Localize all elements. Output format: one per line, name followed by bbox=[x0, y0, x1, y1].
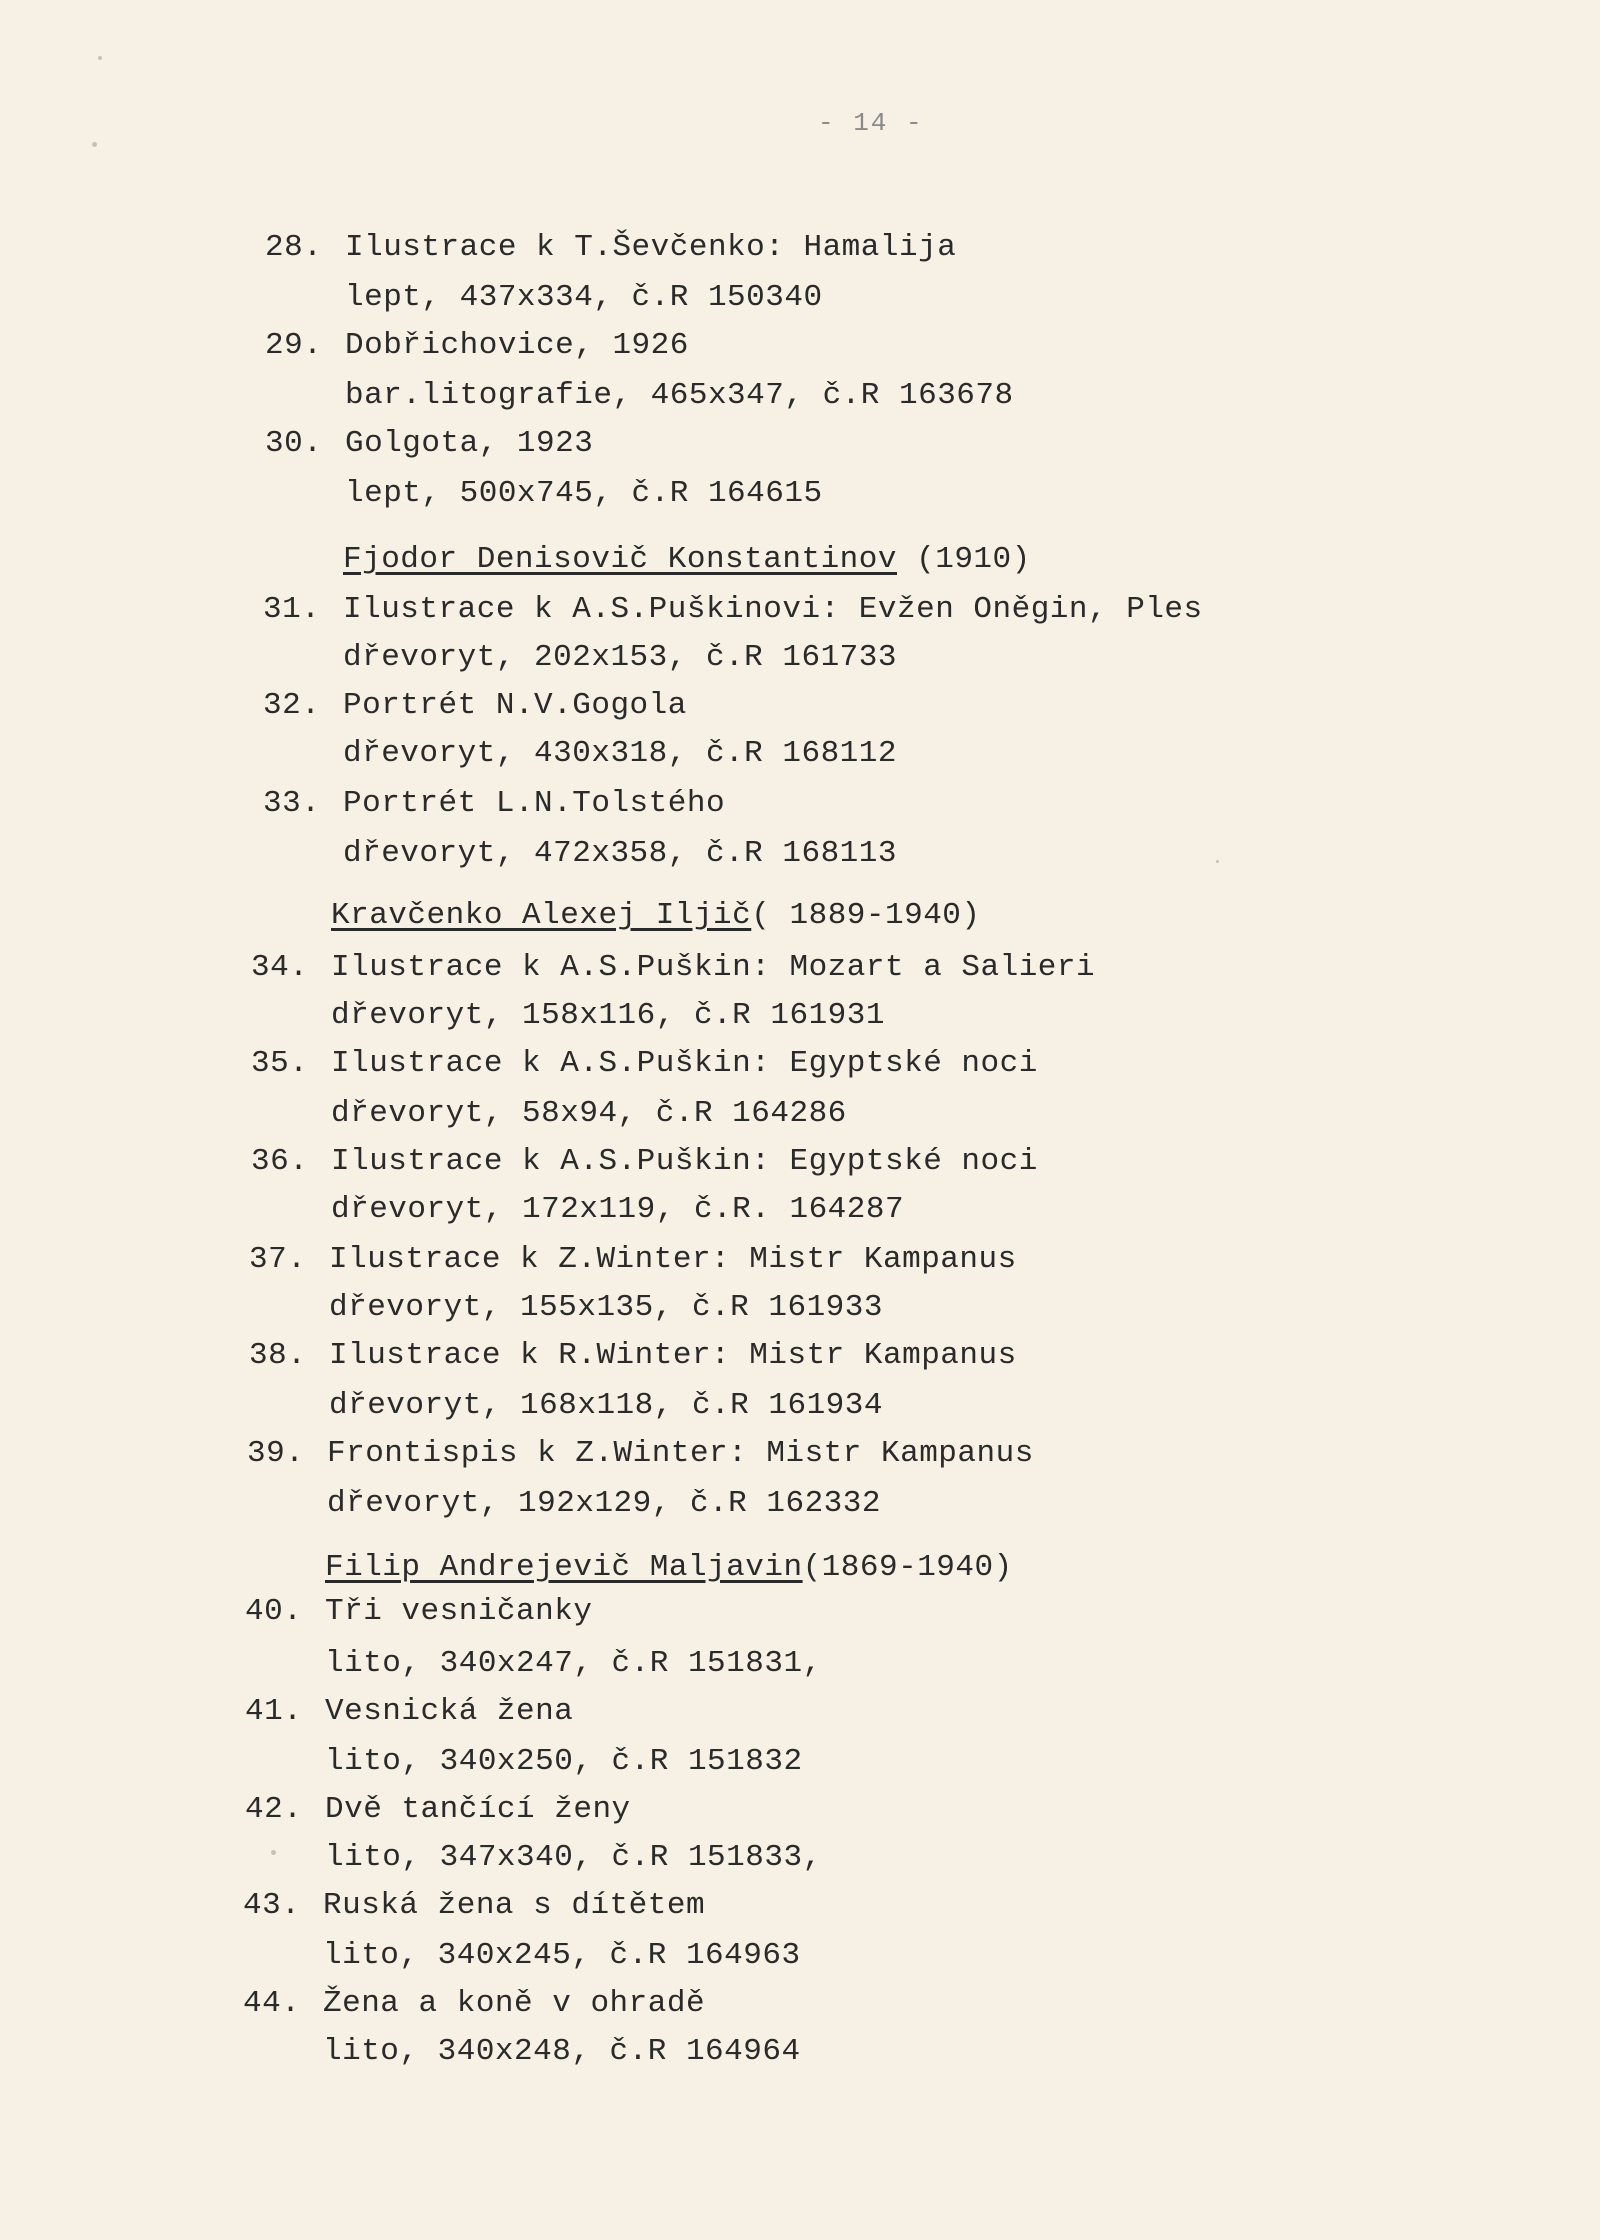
entry-31-title: 31. Ilustrace k A.S.Puškinovi: Evžen Oněgin, Ples bbox=[263, 592, 1203, 627]
entry-32-details: dřevoryt, 430x318, č.R 168112 bbox=[343, 736, 897, 771]
entry-39-title: 39. Frontispis k Z.Winter: Mistr Kampanus bbox=[247, 1436, 1034, 1471]
entry-42-title: 42. Dvě tančící ženy bbox=[245, 1792, 631, 1827]
section-heading-maljavin: Filip Andrejevič Maljavin(1869-1940) bbox=[325, 1550, 1013, 1585]
entry-36-details: dřevoryt, 172x119, č.R. 164287 bbox=[331, 1192, 905, 1227]
section-heading-kravcenko: Kravčenko Alexej Iljič( 1889-1940) bbox=[331, 898, 981, 933]
paper-speck bbox=[98, 56, 102, 60]
entry-28-title: 28. Ilustrace k T.Ševčenko: Hamalija bbox=[265, 230, 957, 265]
entry-32-title: 32. Portrét N.V.Gogola bbox=[263, 688, 687, 723]
entry-29-details: bar.litografie, 465x347, č.R 163678 bbox=[345, 378, 1014, 413]
entry-41-details: lito, 340x250, č.R 151832 bbox=[325, 1744, 803, 1779]
entry-33-details: dřevoryt, 472x358, č.R 168113 bbox=[343, 836, 897, 871]
entry-37-title: 37. Ilustrace k Z.Winter: Mistr Kampanus bbox=[249, 1242, 1017, 1277]
entry-30-details: lept, 500x745, č.R 164615 bbox=[345, 476, 823, 511]
entry-34-title: 34. Ilustrace k A.S.Puškin: Mozart a Salieri bbox=[251, 950, 1096, 985]
entry-33-title: 33. Portrét L.N.Tolstého bbox=[263, 786, 726, 821]
entry-30-title: 30. Golgota, 1923 bbox=[265, 426, 594, 461]
entry-41-title: 41. Vesnická žena bbox=[245, 1694, 574, 1729]
entry-35-details: dřevoryt, 58x94, č.R 164286 bbox=[331, 1096, 847, 1131]
entry-43-title: 43. Ruská žena s dítětem bbox=[243, 1888, 706, 1923]
paper-speck bbox=[1216, 860, 1219, 863]
page-number: - 14 - bbox=[818, 108, 924, 138]
entry-28-details: lept, 437x334, č.R 150340 bbox=[345, 280, 823, 315]
paper-speck bbox=[92, 142, 97, 147]
entry-38-title: 38. Ilustrace k R.Winter: Mistr Kampanus bbox=[249, 1338, 1017, 1373]
entry-42-details: lito, 347x340, č.R 151833, bbox=[325, 1840, 822, 1875]
entry-31-details: dřevoryt, 202x153, č.R 161733 bbox=[343, 640, 897, 675]
entry-39-details: dřevoryt, 192x129, č.R 162332 bbox=[327, 1486, 881, 1521]
paper-speck bbox=[271, 1850, 276, 1855]
entry-43-details: lito, 340x245, č.R 164963 bbox=[323, 1938, 801, 1973]
entry-37-details: dřevoryt, 155x135, č.R 161933 bbox=[329, 1290, 883, 1325]
entry-35-title: 35. Ilustrace k A.S.Puškin: Egyptské noci bbox=[251, 1046, 1038, 1081]
section-heading-konstantinov: Fjodor Denisovič Konstantinov (1910) bbox=[343, 542, 1031, 577]
entry-38-details: dřevoryt, 168x118, č.R 161934 bbox=[329, 1388, 883, 1423]
entry-36-title: 36. Ilustrace k A.S.Puškin: Egyptské noci bbox=[251, 1144, 1038, 1179]
entry-44-details: lito, 340x248, č.R 164964 bbox=[323, 2034, 801, 2069]
entry-40-title: 40. Tři vesničanky bbox=[245, 1594, 593, 1629]
entry-44-title: 44. Žena a koně v ohradě bbox=[243, 1986, 706, 2021]
entry-40-details: lito, 340x247, č.R 151831, bbox=[325, 1646, 822, 1681]
entry-29-title: 29. Dobřichovice, 1926 bbox=[265, 328, 689, 363]
entry-34-details: dřevoryt, 158x116, č.R 161931 bbox=[331, 998, 885, 1033]
